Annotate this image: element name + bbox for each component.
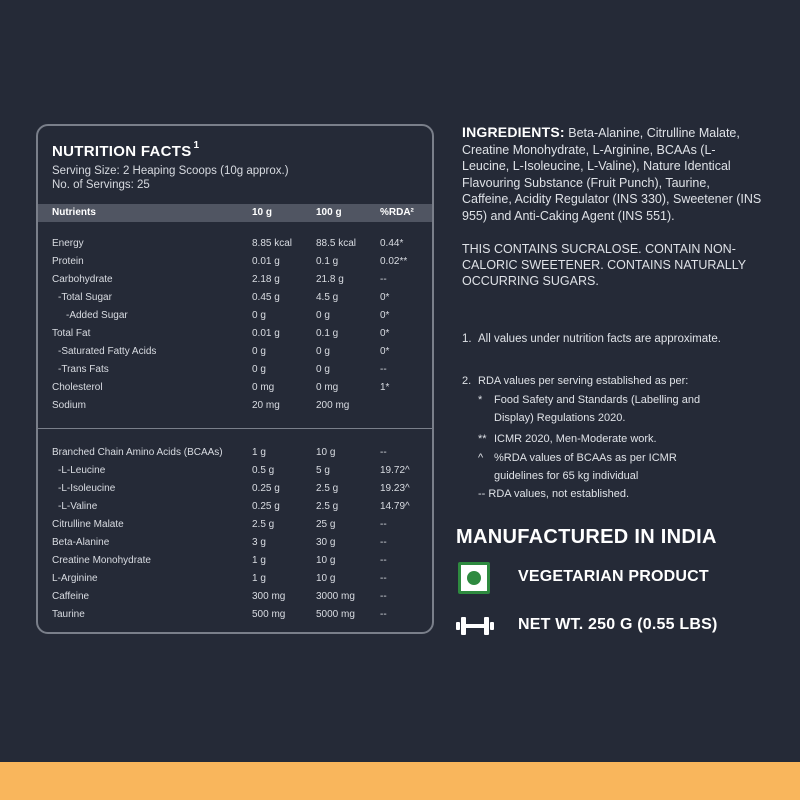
amount-100g: 10 g [316, 555, 336, 566]
amount-100g: 2.5 g [316, 483, 339, 494]
amount-10g: 0.01 g [252, 256, 280, 267]
nutrient-name: Carbohydrate [52, 274, 113, 285]
amount-100g: 0.1 g [316, 256, 339, 267]
rda-value: -- [380, 609, 387, 620]
title-footnote-mark: 1 [193, 140, 200, 151]
rda-value: 0.02** [380, 256, 408, 267]
footnote-sub-3 [478, 449, 728, 485]
table-row [38, 589, 432, 605]
amount-100g: 25 g [316, 519, 336, 530]
nutrient-name: -L-Valine [58, 501, 98, 512]
table-row [38, 398, 432, 414]
table-row [38, 499, 432, 515]
table-row [38, 517, 432, 533]
ingredients-block [462, 124, 762, 225]
amount-100g: 10 g [316, 447, 336, 458]
title-text: NUTRITION FACTS [52, 143, 192, 160]
rda-value: 19.23^ [380, 483, 410, 494]
header-nutrients: Nutrients [52, 207, 96, 218]
table-row [38, 481, 432, 497]
rda-value: 1* [380, 382, 390, 393]
sub-1-text: Food Safety and Standards (Labelling and Display) Regulations 2020. [494, 394, 701, 424]
table-row [38, 272, 432, 288]
nutrient-name: Caffeine [52, 591, 90, 602]
table-row [38, 463, 432, 479]
amount-10g: 1 g [252, 447, 266, 458]
rda-value: -- [380, 519, 387, 530]
nutrition-facts-title [52, 142, 199, 160]
amount-100g: 0 mg [316, 382, 339, 393]
rda-value: 0* [380, 328, 390, 339]
amount-100g: 0 g [316, 346, 330, 357]
rda-value: 19.72^ [380, 465, 410, 476]
table-divider [38, 428, 432, 429]
net-weight: NET WT. 250 G (0.55 LBS) [518, 616, 718, 633]
table-header [38, 204, 432, 222]
rda-value: -- [380, 573, 387, 584]
nutrient-name: Protein [52, 256, 84, 267]
header-100g: 100 g [316, 207, 342, 218]
sub-4-text: -- RDA values, not established. [478, 488, 630, 500]
table-row [38, 290, 432, 306]
nutrient-name: -Trans Fats [58, 364, 109, 375]
footnote-2 [462, 372, 732, 391]
bottom-color-band [0, 762, 800, 800]
sub-2-text: ICMR 2020, Men-Moderate work. [494, 433, 657, 445]
amount-10g: 0 g [252, 364, 266, 375]
table-row [38, 254, 432, 270]
rda-value: -- [380, 274, 387, 285]
rda-value: -- [380, 555, 387, 566]
amount-100g: 2.5 g [316, 501, 339, 512]
rda-value: -- [380, 447, 387, 458]
amount-10g: 500 mg [252, 609, 286, 620]
sub-1-mark: * [478, 394, 483, 406]
amount-10g: 0.45 g [252, 292, 280, 303]
sub-3-text: %RDA values of BCAAs as per ICMR guidelines for 65 kg individual [494, 452, 677, 482]
rda-value: 0.44* [380, 238, 404, 249]
rda-value: 0* [380, 310, 390, 321]
table-row [38, 607, 432, 623]
sub-3-mark: ^ [478, 452, 484, 464]
amount-100g: 0 g [316, 310, 330, 321]
amount-10g: 1 g [252, 573, 266, 584]
manufactured-in-india: MANUFACTURED IN INDIA [456, 526, 717, 548]
amount-10g: 0 g [252, 346, 266, 357]
amount-10g: 8.85 kcal [252, 238, 293, 249]
amount-100g: 200 mg [316, 400, 350, 411]
amount-10g: 20 mg [252, 400, 280, 411]
amount-100g: 3000 mg [316, 591, 355, 602]
table-row [38, 380, 432, 396]
nutrient-name: -L-Leucine [58, 465, 106, 476]
ingredients-label: INGREDIENTS: [462, 124, 565, 140]
footnote-1 [462, 330, 724, 349]
table-row [38, 362, 432, 378]
rda-value: -- [380, 537, 387, 548]
nutrient-name: -Saturated Fatty Acids [58, 346, 157, 357]
amount-100g: 21.8 g [316, 274, 344, 285]
nutrition-facts-card [36, 124, 434, 634]
table-row [38, 445, 432, 461]
table-row [38, 535, 432, 551]
nutrient-name: Cholesterol [52, 382, 103, 393]
amount-100g: 4.5 g [316, 292, 339, 303]
table-row [38, 344, 432, 360]
nutrient-name: Taurine [52, 609, 85, 620]
amount-100g: 0.1 g [316, 328, 339, 339]
serving-size: Serving Size: 2 Heaping Scoops (10g approx.) [52, 165, 289, 177]
nutrient-name: L-Arginine [52, 573, 98, 584]
nutrient-name: -L-Isoleucine [58, 483, 116, 494]
footnote-1-text: All values under nutrition facts are approximate. [478, 333, 721, 345]
amount-10g: 2.5 g [252, 519, 275, 530]
amount-10g: 0.5 g [252, 465, 275, 476]
table-row [38, 553, 432, 569]
amount-10g: 0 mg [252, 382, 275, 393]
rda-value: 0* [380, 292, 390, 303]
rda-value: 0* [380, 346, 390, 357]
serving-info [52, 164, 289, 192]
vegetarian-label: VEGETARIAN PRODUCT [518, 568, 709, 585]
nutrient-name: Beta-Alanine [52, 537, 110, 548]
rda-value: 14.79^ [380, 501, 410, 512]
amount-100g: 10 g [316, 573, 336, 584]
amount-10g: 1 g [252, 555, 266, 566]
amount-10g: 0 g [252, 310, 266, 321]
nutrient-name: Sodium [52, 400, 86, 411]
nutrient-name: Branched Chain Amino Acids (BCAAs) [52, 447, 223, 458]
footnote-sub-2 [478, 430, 728, 448]
sweetener-notice: THIS CONTAINS SUCRALOSE. CONTAIN NON-CALORIC SWEETENER. CONTAINS NATURALLY OCCURRING SUGARS. [462, 241, 746, 289]
servings-count: No. of Servings: 25 [52, 179, 150, 191]
footnote-2-text: RDA values per serving established as per: [478, 375, 689, 387]
sub-2-mark: ** [478, 433, 487, 445]
dumbbell-icon [455, 615, 495, 637]
rda-value: -- [380, 591, 387, 602]
rda-value: -- [380, 364, 387, 375]
amount-10g: 0.25 g [252, 483, 280, 494]
nutrient-name: Creatine Monohydrate [52, 555, 151, 566]
table-row [38, 236, 432, 252]
amount-10g: 0.25 g [252, 501, 280, 512]
table-row [38, 571, 432, 587]
amount-100g: 5 g [316, 465, 330, 476]
amount-100g: 30 g [316, 537, 336, 548]
header-rda: %RDA² [380, 207, 414, 218]
amount-10g: 0.01 g [252, 328, 280, 339]
header-10g: 10 g [252, 207, 273, 218]
nutrient-name: Citrulline Malate [52, 519, 124, 530]
footnote-sub-4 [478, 485, 728, 503]
amount-100g: 88.5 kcal [316, 238, 357, 249]
nutrient-name: Total Fat [52, 328, 91, 339]
table-row [38, 326, 432, 342]
ingredients-text: Beta-Alanine, Citrulline Malate, Creatine Monohydrate, L-Arginine, BCAAs (L-Leucine, L-Isoleucine, L-Valine), Nature Identical Flavouring Substance (Fruit Punch), Taurine, Caffeine, Acidity Regulator (INS 330), Sweetener (INS 955) and Anti-Caking Agent (INS 551). [462, 126, 762, 223]
vegetarian-symbol-icon [458, 562, 490, 594]
amount-100g: 5000 mg [316, 609, 355, 620]
footnote-2-number: 2. [462, 375, 472, 387]
amount-10g: 2.18 g [252, 274, 280, 285]
footnote-sub-1 [478, 391, 728, 427]
amount-10g: 300 mg [252, 591, 286, 602]
footnote-1-number: 1. [462, 333, 472, 345]
nutrient-name: -Total Sugar [58, 292, 112, 303]
amount-10g: 3 g [252, 537, 266, 548]
nutrient-name: Energy [52, 238, 84, 249]
nutrient-name: -Added Sugar [66, 310, 128, 321]
amount-100g: 0 g [316, 364, 330, 375]
ingredients-section [462, 124, 762, 290]
table-row [38, 308, 432, 324]
